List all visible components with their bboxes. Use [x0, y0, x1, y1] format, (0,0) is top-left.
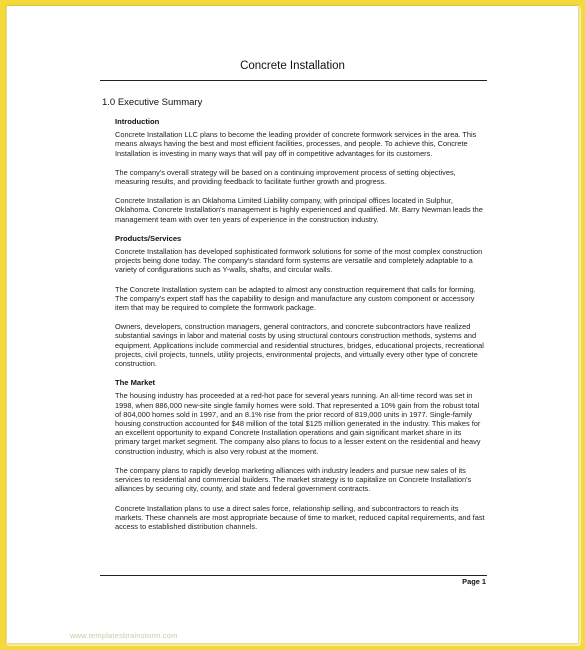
market-paragraph: The housing industry has proceeded at a red-hot pace for several years running. An all-time record was set in 1998, when 886,000 new-site single family homes were sold. That represented a 10% gain from the robust total of 804,000 homes sold in 1997, and an 8.1% rise from the prior record of 819,000 units in 1977. Single-family housing construction accounted for $48 million of the total $125 million generated in the industry. This makes for an excellent opportunity to expand Concrete Installation operations and gain significant market share in its primary target market segment. The company also plans to focus to a lesser extent on the residential and heavy construction industry, which is also very robust at the moment. [115, 391, 481, 456]
products-paragraph: The Concrete Installation system can be adapted to almost any construction requirement that calls for forming. The company's expert staff has the capability to design and manufacture any custom component or accessory item that may be required to complete the formwork package. [115, 284, 476, 313]
market-paragraph: The company plans to rapidly develop marketing alliances with industry leaders and pursue new sales of its services to residential and commercial builders. The market strategy is to capitalize on Concrete Installation's alliances by securing city, county, and state and federal government contracts. [115, 465, 472, 494]
introduction-heading: Introduction [115, 117, 160, 126]
introduction-paragraph: The company's overall strategy will be based on a continuing improvement process of setting objectives, measuring results, and providing feedback to facilitate further growth and progress. [115, 167, 456, 187]
introduction-paragraph: Concrete Installation is an Oklahoma Limited Liability company, with principal offices located in Sulphur, Oklahoma. Concrete Installation's management is highly experienced and qualified. Mr. Barry Newman leads the management team with over ten years of experience in the construction industry. [115, 196, 483, 224]
footer-divider [100, 575, 487, 576]
title-divider [100, 80, 487, 81]
introduction-paragraph: Concrete Installation LLC plans to become the leading provider of concrete formwork services in the area. This means always having the best and most efficient facilities, processes, and people. To achieve this, Concrete Installation is investing in many ways that will pay off in competitive advantages for its customers. [115, 130, 477, 158]
document-body [115, 117, 487, 541]
market-paragraph: Concrete Installation plans to use a direct sales force, relationship selling, and subcontractors to reach its markets. These channels are most appropriate because of time to market, reduced capital requirements, and fast access to established distribution channels. [115, 503, 485, 531]
market-heading: The Market [115, 378, 156, 388]
page-number: Page 1 [462, 577, 486, 586]
section-heading: 1.0 Executive Summary [102, 97, 203, 108]
products-paragraph: Owners, developers, construction managers, general contractors, and concrete subcontractors have realized substantial savings in labor and material costs by using structural contours construction methods, systems and equipment. Applications include commercial and residential structures, bridges, educational projects, recreational projects, civil projects, tunnels, utility projects, environmental projects, and virtually every other type of concrete construction. [115, 322, 484, 369]
products-services-heading: Products/Services [115, 233, 182, 243]
products-paragraph: Concrete Installation has developed sophisticated formwork solutions for some of the most complex construction projects being done today. The company's standard form systems are versatile and completely adaptable to a variety of configurations such as Y-walls, shafts, and circular walls. [115, 247, 483, 275]
document-title: Concrete Installation [240, 60, 345, 72]
watermark: www.templatesbrainstorm.com [70, 631, 178, 640]
